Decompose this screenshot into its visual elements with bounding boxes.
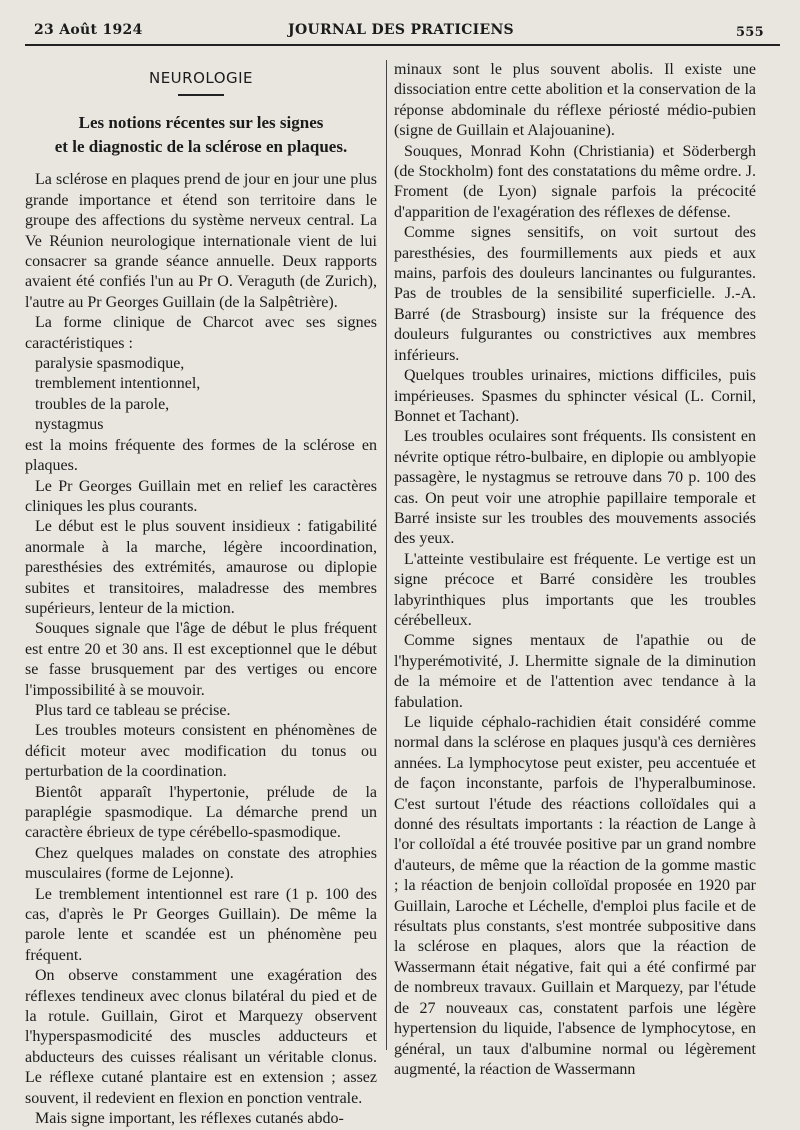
paragraph: minaux sont le plus souvent abolis. Il existe une dissociation entre cette abolition et la conservation de la réponse abdominale du réflexe périosté médio-pubien (signe de Guillain et Alajouanine). <box>394 61 756 140</box>
article-title-line-2: et le diagnostic de la sclérose en plaques. <box>54 137 348 157</box>
list-item: troubles de la parole, <box>35 395 170 413</box>
paragraph: On observe constamment une exagération des réflexes tendineux avec clonus bilatéral du pied et de la rotule. Guillain, Girot et Marquezy observent l'hyperspasmodicité des muscles adducteurs et abducteurs des cuisses réalisant un véritable clonus. Le réflexe cutané plantaire est en extension ; assez souvent, il redevient en flexion en ponction ventrale. <box>25 967 377 1107</box>
paragraph: Le Pr Georges Guillain met en relief les caractères cliniques les plus courants. <box>25 477 377 515</box>
paragraph: Comme signes mentaux de l'apathie ou de l'hyperémotivité, J. Lhermitte signale de la diminution de la mémoire et de l'attention avec tendance à la fabulation. <box>394 632 756 711</box>
signs-list <box>25 354 377 436</box>
column-separator <box>386 60 387 1050</box>
left-column <box>25 62 377 1130</box>
paragraph: Souques signale que l'âge de début le plus fréquent est entre 20 et 30 ans. Il est exceptionnel que le début se fasse brusquement par des vertiges ou encore l'impossibilité à se mouvoir. <box>25 620 377 699</box>
right-column <box>394 60 756 1080</box>
article-title <box>25 112 377 158</box>
article-title-line-1: Les notions récentes sur les signes <box>78 113 324 133</box>
paragraph: est la moins fréquente des formes de la sclérose en plaques. <box>25 436 377 475</box>
paragraph: Les troubles oculaires sont fréquents. Ils consistent en névrite optique rétro-bulbaire, en diplopie ou amblyopie passagère, le nystagmus se retrouve dans 70 p. 100 des cas. On peut voir une atrophie papillaire temporale et Barré insiste sur les troubles des mouvements associés des yeux. <box>394 428 756 548</box>
list-item: nystagmus <box>35 416 104 434</box>
paragraph: Les troubles moteurs consistent en phénomènes de déficit moteur avec modification du tonus ou perturbation de la coordination. <box>25 722 377 781</box>
journal-title: JOURNAL DES PRATICIENS <box>288 22 514 38</box>
paragraph: Plus tard ce tableau se précise. <box>35 701 231 719</box>
paragraph: La sclérose en plaques prend de jour en jour une plus grande importance et étend son territoire dans le groupe des affections du système nerveux central. La Ve Réunion neurologique internationale vient de lui consacrer sa grande séance annuelle. Deux rapports avaient été confiés l'un au Pr O. Veraguth (de Zurich), l'autre au Pr Georges Guillain (de la Salpêtrière). <box>25 171 377 311</box>
section-rule <box>178 94 224 96</box>
paragraph: Souques, Monrad Kohn (Christiania) et Söderbergh (de Stockholm) font des constatations du même ordre. J. Froment (de Lyon) signale parfois la précocité d'apparition de l'exagération des réflexes de défense. <box>394 142 756 221</box>
page-number: 555 <box>735 25 764 40</box>
paragraph: Le début est le plus souvent insidieux : fatigabilité anormale à la marche, légère incoordination, paresthésies des extrémités, amaurose ou diplopie subites et transitoires, maladresse des membres supérieurs, lenteur de la miction. <box>25 518 377 617</box>
running-header <box>28 20 774 44</box>
paragraph: Quelques troubles urinaires, mictions difficiles, puis impérieuses. Spasmes du sphincter vésical (L. Cornil, Bonnet et Tachant). <box>394 367 756 425</box>
section-heading: NEUROLOGIE <box>148 69 254 87</box>
paragraph: La forme clinique de Charcot avec ses signes caractéristiques : <box>25 314 377 352</box>
paragraph: Chez quelques malades on constate des atrophies musculaires (forme de Lejonne). <box>25 844 377 883</box>
list-item: paralysie spasmodique, <box>35 355 185 373</box>
paragraph: Le tremblement intentionnel est rare (1 p. 100 des cas, d'après le Pr Georges Guillain). De même la parole lente et scandée est un phénomène peu fréquent. <box>25 885 377 964</box>
issue-date: 23 Août 1924 <box>34 22 143 38</box>
paragraph: L'atteinte vestibulaire est fréquente. Le vertige est un signe précoce et Barré considère les troubles labyrinthiques plus importants que les troubles cérébelleux. <box>394 550 756 629</box>
paragraph: Bientôt apparaît l'hypertonie, prélude de la paraplégie spasmodique. La démarche prend un caractère ébrieux de type cérébello-spasmodique. <box>25 783 377 842</box>
list-item: tremblement intentionnel, <box>35 375 201 393</box>
header-rule <box>25 44 780 46</box>
paragraph: Mais signe important, les réflexes cutanés abdo- <box>35 1110 344 1128</box>
paragraph: Le liquide céphalo-rachidien était considéré comme normal dans la sclérose en plaques jusqu'à ces dernières années. La lymphocytose peut exister, peu accentuée et de façon inconstante, parfois de l'hyperalbuminose. C'est surtout l'étude des réactions colloïdales qui a donné des résultats importants : la réaction de Lange à l'or colloïdal a été trouvée positive par un grand nombre d'auteurs, de même que la réaction de la gomme mastic ; la réaction de benjoin colloïdal proposée en 1920 par Guillain, Laroche et Léchelle, d'emploi plus facile et de résultats plus constants, s'est montrée subpositive dans la sclérose en plaques, alors que la réaction de Wassermann était négative, fait qui a été confirmé par de nombreux travaux. Guillain et Marquezy, par l'étude de 27 nouveaux cas, constatent parfois une légère hypertension du liquide, l'absence de lymphocytose, en général, un taux d'albumine normal ou légèrement augmenté, la réaction de Wassermann <box>394 714 756 1078</box>
paragraph: Comme signes sensitifs, on voit surtout des paresthésies, des fourmillements aux pieds et aux mains, parfois des douleurs lancinantes ou fulgurantes. Pas de troubles de la sensibilité superficielle. J.-A. Barré (de Strasbourg) insiste sur la fréquence des douleurs fulgurantes ou constrictives aux membres inférieurs. <box>394 224 756 364</box>
